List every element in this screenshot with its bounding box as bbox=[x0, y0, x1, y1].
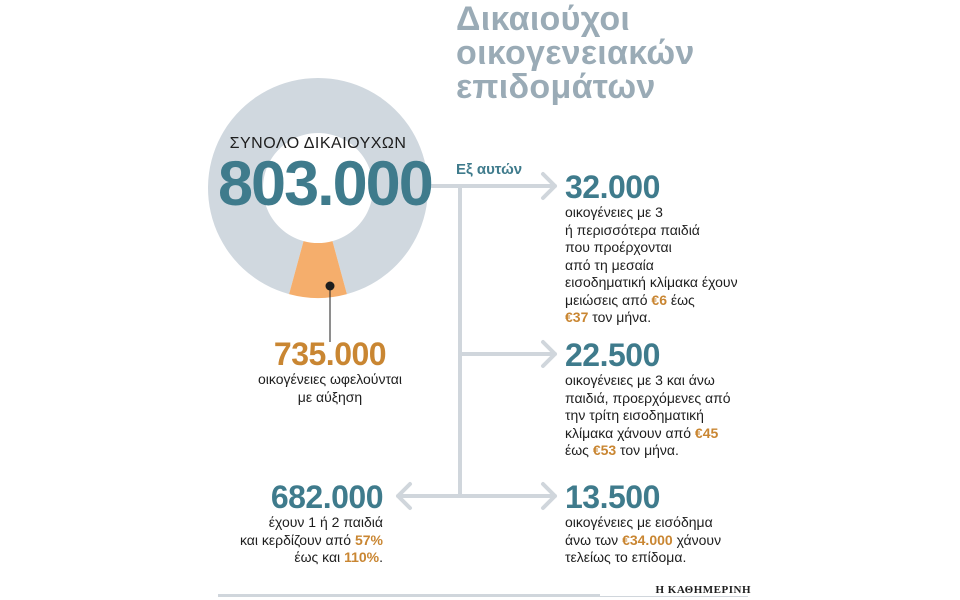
item-32000-block bbox=[565, 170, 765, 327]
item-22500-line-4 bbox=[565, 425, 765, 443]
benefit-text-line-2: με αύξηση bbox=[297, 388, 363, 405]
item-682000-line-1: έχουν 1 ή 2 παιδιά bbox=[268, 514, 383, 530]
item-22500-line-1: οικογένειες με 3 και άνω bbox=[565, 372, 715, 388]
branch-to-682000 bbox=[398, 484, 460, 508]
item-682000-line-2 bbox=[183, 532, 383, 550]
item-13500-line-1: οικογένειες με εισόδημα bbox=[565, 514, 713, 530]
item-13500-income-threshold: €34.000 bbox=[622, 531, 673, 548]
branch-to-22500 bbox=[460, 342, 555, 366]
item-32000-line-5: εισοδηματική κλίμακα έχουν bbox=[565, 274, 738, 290]
item-13500-value: 13.500 bbox=[565, 479, 660, 515]
item-32000-line-6-text: μειώσεις από bbox=[565, 291, 652, 308]
item-22500-amount-max: €53 bbox=[592, 442, 617, 458]
item-32000-line-4: από τη μεσαία bbox=[565, 256, 654, 273]
item-32000-line-7-tail: τον μήνα. bbox=[588, 309, 652, 325]
item-682000-line-3 bbox=[183, 549, 383, 567]
item-13500-line-2-tail: χάνουν bbox=[672, 531, 722, 548]
item-22500-line-3: την τρίτη εισοδηματική bbox=[565, 407, 704, 423]
publisher-logo: Η ΚΑΘΗΜΕΡΙΝΗ bbox=[600, 584, 751, 596]
benefit-connector-dot bbox=[326, 282, 335, 291]
item-32000-line-6 bbox=[565, 292, 765, 310]
title-line-1: Δικαιούχοι bbox=[456, 0, 631, 38]
item-22500-line-4-text: κλίμακα χάνουν από bbox=[565, 424, 695, 441]
item-682000-gain-max: 110% bbox=[344, 549, 380, 565]
item-13500-line-3: τελείως το επίδομα. bbox=[565, 549, 687, 565]
item-22500-line-5 bbox=[565, 442, 765, 460]
page-title bbox=[456, 2, 756, 104]
item-682000-value: 682.000 bbox=[270, 479, 383, 515]
of-which-label: Εξ αυτών bbox=[456, 161, 523, 178]
item-13500-block bbox=[565, 480, 765, 567]
item-32000-amount-max: €37 bbox=[565, 309, 589, 325]
item-22500-line-5-tail: τον μήνα. bbox=[616, 442, 679, 458]
item-13500-line-2-text: άνω των bbox=[565, 531, 623, 548]
item-682000-line-3-tail: . bbox=[379, 549, 383, 565]
item-682000-block bbox=[183, 480, 383, 567]
item-22500-block bbox=[565, 338, 765, 460]
item-32000-line-2: ή περισσότερα παιδιά bbox=[565, 221, 700, 238]
item-682000-gain-min: 57% bbox=[354, 531, 383, 548]
item-13500-line-2 bbox=[565, 532, 765, 550]
item-22500-line-2: παιδιά, προερχόμενες από bbox=[565, 389, 731, 406]
benefit-value: 735.000 bbox=[273, 336, 387, 372]
item-22500-amount-min: €45 bbox=[694, 424, 719, 441]
item-32000-line-1: οικογένειες με 3 bbox=[565, 204, 663, 220]
item-32000-amount-min: €6 bbox=[651, 291, 667, 308]
benefit-text-line-1: οικογένειες ωφελούνται bbox=[258, 371, 402, 387]
title-line-2: οικογενειακών bbox=[456, 34, 695, 72]
benefit-block bbox=[230, 337, 430, 406]
item-32000-line-7 bbox=[565, 309, 765, 327]
item-22500-value: 22.500 bbox=[565, 337, 660, 373]
item-32000-value: 32.000 bbox=[565, 169, 660, 205]
title-line-3: επιδομάτων bbox=[456, 68, 656, 106]
total-beneficiaries-value: 803.000 bbox=[218, 149, 432, 219]
flow-trunk bbox=[428, 186, 460, 496]
item-32000-line-6-tail: έως bbox=[666, 291, 695, 308]
item-682000-line-2-text: και κερδίζουν από bbox=[239, 531, 355, 548]
branch-to-13500 bbox=[460, 484, 555, 508]
item-32000-line-3: που προέρχονται bbox=[565, 239, 672, 255]
item-22500-line-5-text: έως bbox=[565, 442, 593, 458]
item-682000-line-3-text: έως και bbox=[294, 549, 345, 565]
total-beneficiaries-label: ΣΥΝΟΛΟ ΔΙΚΑΙΟΥΧΩΝ bbox=[229, 135, 407, 152]
